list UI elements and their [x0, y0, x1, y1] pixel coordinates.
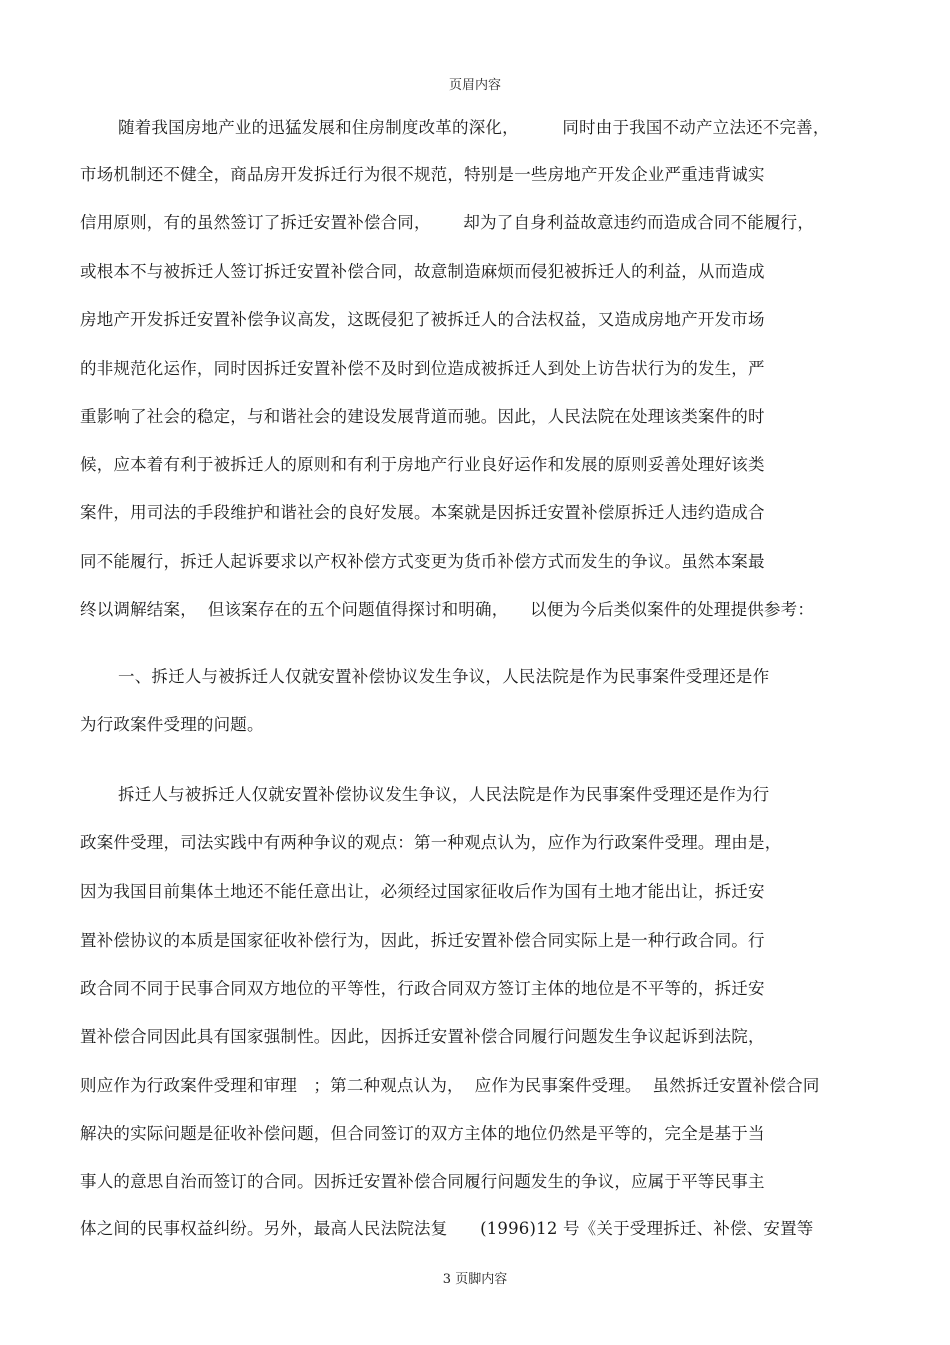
paragraph-line: 事人的意思自治而签订的合同。因拆迁安置补偿合同履行问题发生的争议，应属于平等民事主	[80, 1172, 765, 1191]
paragraph-line: 候，应本着有利于被拆迁人的原则和有利于房地产行业良好运作和发展的原则妥善处理好该类	[80, 455, 765, 474]
paragraph-line: 市场机制还不健全，商品房开发拆迁行为很不规范，特别是一些房地产开发企业严重违背诚实	[80, 165, 765, 184]
paragraph-line: 同不能履行，拆迁人起诉要求以产权补偿方式变更为货币补偿方式而发生的争议。虽然本案最	[80, 552, 765, 571]
paragraph-line: 的非规范化运作，同时因拆迁安置补偿不及时到位造成被拆迁人到处上访告状行为的发生，严	[80, 359, 765, 378]
paragraph-line: 置补偿合同因此具有国家强制性。因此，因拆迁安置补偿合同履行问题发生争议起诉到法院，	[80, 1027, 765, 1046]
paragraph-line: 因为我国目前集体土地还不能任意出让，必须经过国家征收后作为国有土地才能出让，拆迁安	[80, 882, 765, 901]
paragraph-line: 随着我国房地产业的迅猛发展和住房制度改革的深化， 同时由于我国不动产立法还不完善，	[118, 118, 830, 137]
paragraph-line: 则应作为行政案件受理和审理 ；第二种观点认为， 应作为民事案件受理。 虽然拆迁安置补偿合同	[80, 1076, 820, 1095]
paragraph-line: 置补偿协议的本质是国家征收补偿行为，因此，拆迁安置补偿合同实际上是一种行政合同。行	[80, 931, 765, 950]
paragraph-line: 终以调解结案， 但该案存在的五个问题值得探讨和明确， 以便为今后类似案件的处理提供参考：	[80, 600, 815, 619]
paragraph-line: 或根本不与被拆迁人签订拆迁安置补偿合同，故意制造麻烦而侵犯被拆迁人的利益，从而造成	[80, 262, 765, 281]
paragraph-line: 信用原则，有的虽然签订了拆迁安置补偿合同， 却为了自身利益故意违约而造成合同不能履行，	[80, 213, 815, 232]
paragraph-line: 体之间的民事权益纠纷。另外，最高人民法院法复 (1996)12 号《关于受理拆迁、补偿、安置等	[80, 1219, 814, 1238]
page-header: 页眉内容	[448, 78, 501, 93]
paragraph-line: 政案件受理，司法实践中有两种争议的观点：第一种观点认为，应作为行政案件受理。理由是，	[80, 833, 782, 852]
paragraph-line: 政合同不同于民事合同双方地位的平等性，行政合同双方签订主体的地位是不平等的，拆迁安	[80, 979, 765, 998]
section-heading-line: 为行政案件受理的问题。	[80, 715, 264, 734]
paragraph-line: 房地产开发拆迁安置补偿争议高发，这既侵犯了被拆迁人的合法权益，又造成房地产开发市场	[80, 310, 765, 329]
paragraph-line: 拆迁人与被拆迁人仅就安置补偿协议发生争议，人民法院是作为民事案件受理还是作为行	[118, 785, 770, 804]
paragraph-line: 解决的实际问题是征收补偿问题，但合同签订的双方主体的地位仍然是平等的，完全是基于当	[80, 1124, 765, 1143]
paragraph-line: 案件，用司法的手段维护和谐社会的良好发展。本案就是因拆迁安置补偿原拆迁人违约造成合	[80, 503, 765, 522]
paragraph-line: 重影响了社会的稳定，与和谐社会的建设发展背道而驰。因此，人民法院在处理该类案件的时	[80, 407, 765, 426]
section-heading-line: 一、拆迁人与被拆迁人仅就安置补偿协议发生争议，人民法院是作为民事案件受理还是作	[118, 667, 770, 686]
page-footer: 3 页脚内容	[442, 1272, 508, 1287]
